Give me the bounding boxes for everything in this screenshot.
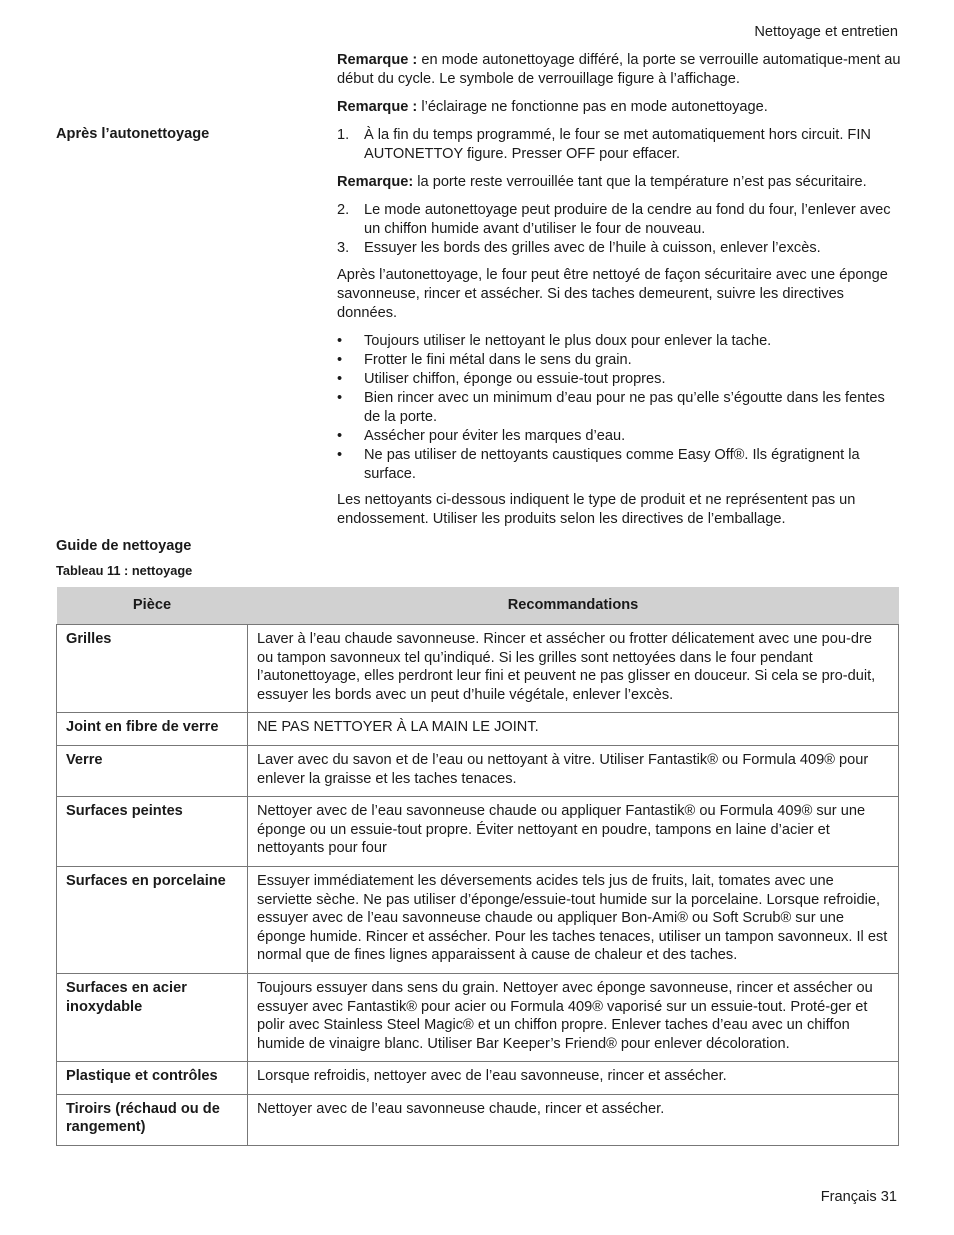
page-number: Français 31 xyxy=(820,1189,897,1205)
cell-piece: Grilles xyxy=(57,625,248,713)
note-light-block xyxy=(337,98,902,117)
cell-recommendation: Lorsque refroidis, nettoyer avec de l’eau savonneuse, rincer et assécher. xyxy=(248,1062,899,1095)
step-1-block xyxy=(337,126,902,164)
table-header-row xyxy=(57,587,899,625)
cell-piece: Surfaces peintes xyxy=(57,797,248,867)
cell-piece: Plastique et contrôles xyxy=(57,1062,248,1095)
list-item: 3. Essuyer les bords des grilles avec de l’huile à cuisson, enlever l’excès. xyxy=(337,240,821,256)
cleaning-table xyxy=(56,587,899,1146)
cell-recommendation: NE PAS NETTOYER À LA MAIN LE JOINT. xyxy=(248,713,899,746)
section-title-guide: Guide de nettoyage xyxy=(56,538,192,554)
top-notes xyxy=(337,51,902,89)
cell-piece: Tiroirs (réchaud ou de rangement) xyxy=(57,1094,248,1145)
list-item: • Bien rincer avec un minimum d’eau pour ne pas qu’elle s’égoutte dans les fentes de la porte. xyxy=(337,390,885,425)
section-title-after-clean: Après l’autonettoyage xyxy=(56,126,210,142)
table-row xyxy=(57,1062,899,1095)
table-row xyxy=(57,745,899,796)
list-item: • Assécher pour éviter les marques d’eau. xyxy=(337,428,626,444)
after-clean-paragraph: Après l’autonettoyage, le four peut être nettoyé de façon sécuritaire avec une éponge savonneuse, rincer et assécher. Si des taches demeurent, suivre les directives données. xyxy=(337,267,888,321)
list-item: 1. À la fin du temps programmé, le four se met automatiquement hors circuit. FIN AUTONETTOY figure. Presser OFF pour effacer. xyxy=(337,127,871,162)
closing-paragraph: Les nettoyants ci-dessous indiquent le type de produit et ne représentent pas un endossement. Utiliser les produits selon les directives de l’emballage. xyxy=(337,492,856,527)
note-delayed-lock: Remarque : en mode autonettoyage différé, la porte se verrouille automatique-ment au début du cycle. Le symbole de verrouillage figure à l’affichage. xyxy=(337,52,901,87)
table-row xyxy=(57,866,899,973)
list-item: • Frotter le fini métal dans le sens du grain. xyxy=(337,352,632,368)
list-item: • Utiliser chiffon, éponge ou essuie-tout propres. xyxy=(337,371,666,387)
after-clean-paragraph-block xyxy=(337,266,902,323)
table-row xyxy=(57,797,899,867)
list-item: • Toujours utiliser le nettoyant le plus doux pour enlever la tache. xyxy=(337,333,772,349)
list-item: 2. Le mode autonettoyage peut produire de la cendre au fond du four, l’enlever avec un chiffon humide avant d’utiliser le four de nouveau. xyxy=(337,202,891,237)
table-row xyxy=(57,713,899,746)
cell-recommendation: Laver à l’eau chaude savonneuse. Rincer et assécher ou frotter délicatement avec une pou-dre ou tampon savonneux tel qu’indiqué. Si les grilles sont nettoyées dans le four pendant l’autonettoyage, elles perdront leur fini et peuvent ne pas glisser en douceur. Si cela se pro-duit, essuyer les bords avec un peut d’huile végétale, enlever l’excès. xyxy=(248,625,899,713)
running-header: Nettoyage et entretien xyxy=(754,24,898,40)
cell-piece: Joint en fibre de verre xyxy=(57,713,248,746)
table-row xyxy=(57,625,899,713)
column-header-recommendations: Recommandations xyxy=(248,587,899,625)
steps-list-2 xyxy=(337,201,902,258)
list-item: • Ne pas utiliser de nettoyants caustiques comme Easy Off®. Ils égratignent la surface. xyxy=(337,447,860,482)
closing-paragraph-block xyxy=(337,491,902,529)
tips-list xyxy=(337,332,902,484)
note-door-locked: Remarque: la porte reste verrouillée tant que la température n’est pas sécuritaire. xyxy=(337,174,867,190)
note-light: Remarque : l’éclairage ne fonctionne pas en mode autonettoyage. xyxy=(337,99,768,115)
cell-recommendation: Essuyer immédiatement les déversements acides tels jus de fruits, lait, tomates avec une serviette sèche. Ne pas utiliser d’éponge/essuie-tout humide sur la porcelaine. Lorsque refroidie, essuyer avec de l’eau savonneuse chaude ou appliquer Bon-Ami® ou Soft Scrub® sur une éponge humide. Rincer et assécher. Pour les taches tenaces, utiliser un tampon savonneux. Il est normal que de fines lignes apparaissent à cause de chaleur et des taches. xyxy=(248,866,899,973)
bullets-block xyxy=(337,332,902,484)
cell-piece: Surfaces en porcelaine xyxy=(57,866,248,973)
table-row xyxy=(57,973,899,1061)
cell-recommendation: Nettoyer avec de l’eau savonneuse chaude ou appliquer Fantastik® ou Formula 409® sur une éponge ou un essuie-tout propre. Éviter nettoyant en poudre, tampons en laine d’acier et nettoyants pour four xyxy=(248,797,899,867)
door-locked-note-block xyxy=(337,173,902,192)
cell-piece: Surfaces en acier inoxydable xyxy=(57,973,248,1061)
steps-list-1 xyxy=(337,126,902,164)
table-row xyxy=(57,1094,899,1145)
cell-recommendation: Nettoyer avec de l’eau savonneuse chaude, rincer et assécher. xyxy=(248,1094,899,1145)
cell-piece: Verre xyxy=(57,745,248,796)
table-caption: Tableau 11 : nettoyage xyxy=(56,563,193,578)
column-header-piece: Pièce xyxy=(57,587,248,625)
cell-recommendation: Laver avec du savon et de l’eau ou nettoyant à vitre. Utiliser Fantastik® ou Formula 409® pour enlever la graisse et les taches tenaces. xyxy=(248,745,899,796)
steps-block xyxy=(337,201,902,258)
cell-recommendation: Toujours essuyer dans sens du grain. Nettoyer avec éponge savonneuse, rincer et assécher ou essuyer avec Fantastik® pour acier ou Formula 409® vaporisé sur un essuie-tout. Proté-ger et polir avec Stainless Steel Magic® et un chiffon propre. Enlever taches d’eau avec un chiffon humide de vinaigre blanc. Utiliser Bar Keeper’s Friend® pour enlever décoloration. xyxy=(248,973,899,1061)
